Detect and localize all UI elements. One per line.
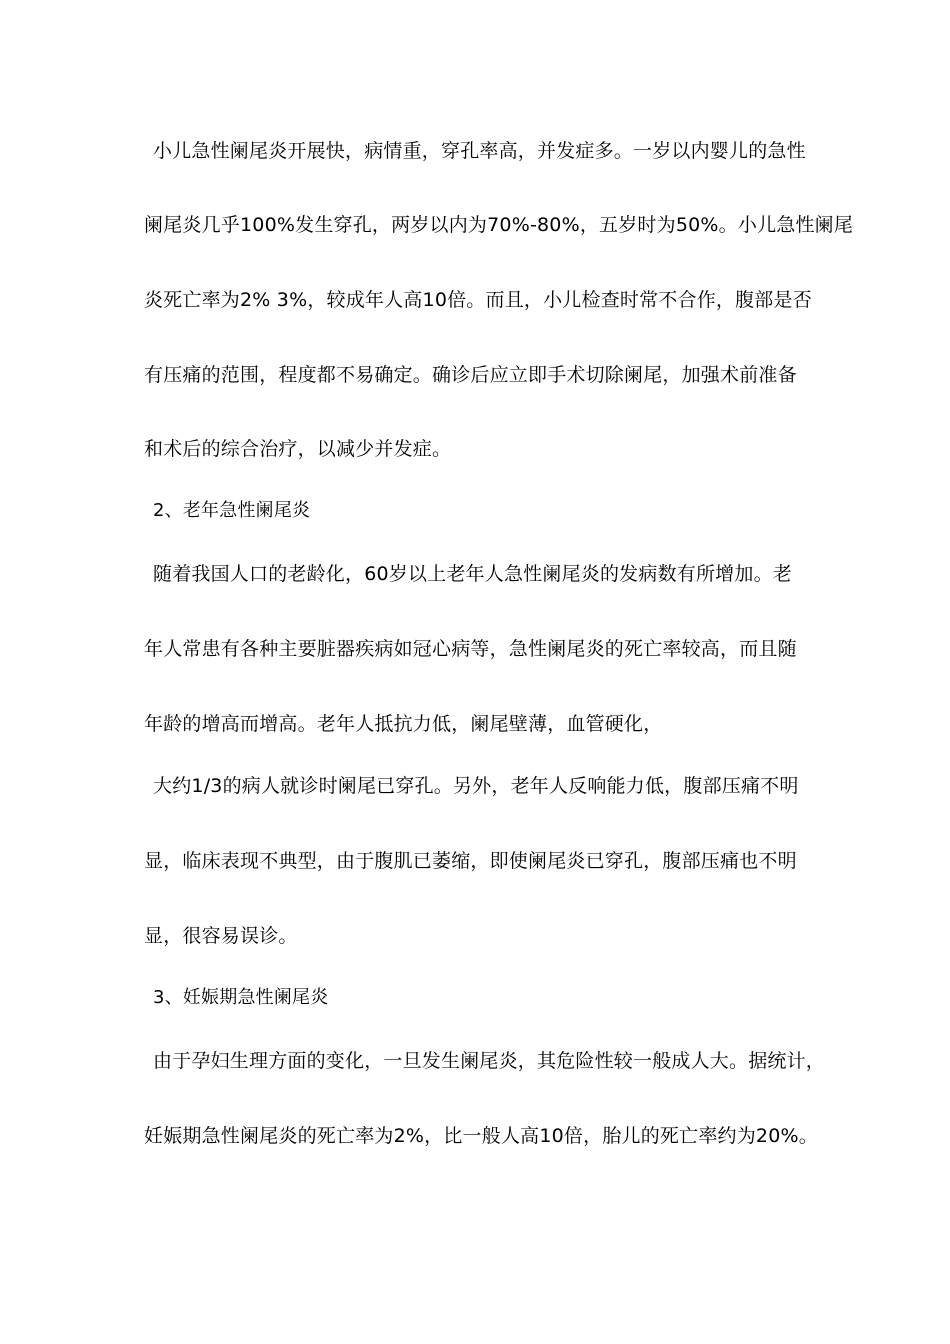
paragraph-elderly-line-3: 年龄的增高而增高。老年人抵抗力低，阑尾壁薄，血管硬化，: [144, 713, 663, 735]
paragraph-pregnancy-line-1: 由于孕妇生理方面的变化，一旦发生阑尾炎，其危险性较一般成人大。据统计，: [153, 1050, 826, 1072]
heading-pregnancy-appendicitis: 3、妊娠期急性阑尾炎: [153, 987, 329, 1008]
paragraph-pediatric-line-5: 和术后的综合治疗，以减少并发症。: [144, 438, 452, 460]
paragraph-pediatric-line-4: 有压痛的范围，程度都不易确定。确诊后应立即手术切除阑尾，加强术前准备: [144, 364, 797, 386]
heading-elderly-appendicitis: 2、老年急性阑尾炎: [153, 500, 311, 521]
paragraph-pediatric-line-1: 小儿急性阑尾炎开展快，病情重，穿孔率高，并发症多。一岁以内婴儿的急性: [153, 140, 806, 162]
paragraph-elderly-line-2: 年人常患有各种主要脏器疾病如冠心病等，急性阑尾炎的死亡率较高，而且随: [144, 638, 797, 660]
paragraph-pregnancy-line-2: 妊娠期急性阑尾炎的死亡率为2%，比一般人高10倍，胎儿的死亡率约为20%。: [144, 1125, 818, 1147]
paragraph-elderly-line-1: 随着我国人口的老龄化，60岁以上老年人急性阑尾炎的发病数有所增加。老: [153, 563, 792, 585]
paragraph-elderly-line-4: 大约1/3的病人就诊时阑尾已穿孔。另外，老年人反响能力低，腹部压痛不明: [153, 775, 799, 797]
paragraph-elderly-line-6: 显，很容易误诊。: [144, 925, 298, 947]
paragraph-pediatric-line-3: 炎死亡率为2% 3%，较成年人高10倍。而且，小儿检查时常不合作，腹部是否: [144, 289, 812, 311]
paragraph-elderly-line-5: 显，临床表现不典型，由于腹肌已萎缩，即使阑尾炎已穿孔，腹部压痛也不明: [144, 850, 797, 872]
paragraph-pediatric-line-2: 阑尾炎几乎100%发生穿孔，两岁以内为70%-80%，五岁时为50%。小儿急性阑尾: [144, 214, 854, 236]
